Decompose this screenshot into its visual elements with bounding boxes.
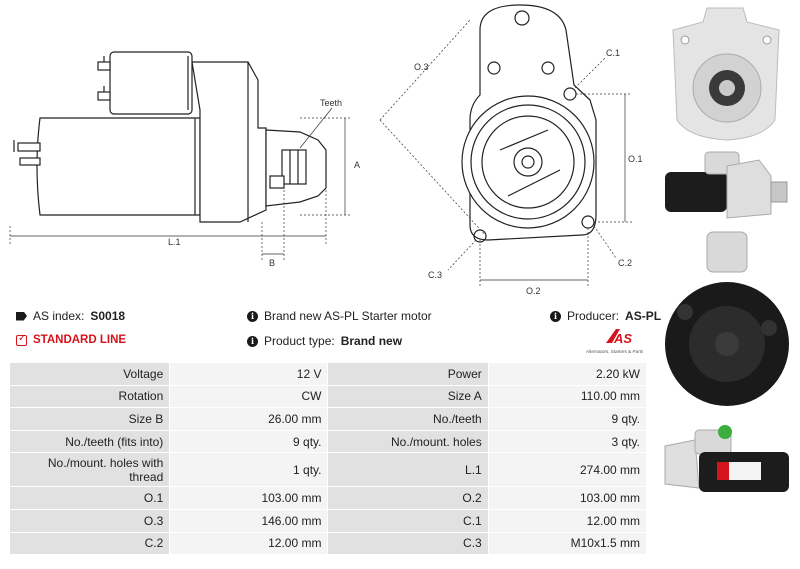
solenoid [110,52,192,114]
spec-label: Power [328,363,488,386]
technical-drawing [0,0,655,300]
producer-label: Producer: [567,309,620,323]
standard-line-label: STANDARD LINE [33,334,127,346]
logo-tagline: Alternators, Starters & Parts [586,349,644,354]
dim-label-teeth: Teeth [320,98,343,108]
info-icon: i [247,311,258,322]
spec-label: L.1 [328,453,488,487]
dim-label-o1: O.1 [628,154,643,164]
info-icon: i [247,336,258,347]
product-type-row [247,334,402,348]
spec-value: 2.20 kW [489,363,647,386]
spec-value: 103.00 mm [170,487,328,510]
spec-label: Voltage [10,363,170,386]
table-row [10,363,647,386]
spec-value: 12.00 mm [489,510,647,533]
spec-value: M10x1.5 mm [489,533,647,556]
spec-value: 274.00 mm [489,453,647,487]
as-index-value: S0018 [90,309,126,323]
as-index-label: AS index: [33,309,85,323]
spec-label: No./mount. holes with thread [10,453,170,487]
description-row [247,309,432,323]
spec-value: 12 V [170,363,328,386]
spec-value: 9 qty. [170,431,328,454]
logo-mark [586,327,652,355]
tag-icon [16,312,27,321]
spec-value: 103.00 mm [489,487,647,510]
terminal-bottom [20,158,40,165]
spec-value: 1 qty. [170,453,328,487]
table-row [10,487,647,510]
table-row [10,408,647,431]
spec-value: CW [170,386,328,409]
photo-side [665,152,787,218]
table-row [10,431,647,454]
spec-table [10,363,647,555]
photo-rear [665,232,789,406]
photo-front-flange [673,8,779,140]
dim-label-c3: C.3 [428,270,443,280]
motor-body [37,118,200,215]
terminal-top [18,143,40,151]
product-photos [655,0,800,569]
spec-label: O.3 [10,510,170,533]
table-row [10,386,647,409]
photo-side-label [665,425,789,492]
spec-value: 110.00 mm [489,386,647,409]
dim-label-o3: O.3 [414,62,429,72]
table-row [10,453,647,487]
producer-row [550,309,661,323]
spec-label: C.1 [328,510,488,533]
drive-housing [192,62,266,222]
dim-label-b: B [269,258,276,268]
side-view [14,52,326,222]
spec-label: Rotation [10,386,170,409]
spec-label: Size B [10,408,170,431]
checkbox-icon: ✓ [18,332,27,344]
table-row [10,533,647,556]
spec-value: 12.00 mm [170,533,328,556]
table-row [10,510,647,533]
dim-label-o2: O.2 [526,286,541,296]
spec-label: C.3 [328,533,488,556]
spec-label: O.2 [328,487,488,510]
spec-value: 3 qty. [489,431,647,454]
spec-label: O.1 [10,487,170,510]
logo-text: AS [614,331,633,346]
dim-label-a: A [354,160,361,170]
producer-value: AS-PL [625,309,662,323]
info-icon: i [550,311,561,322]
product-type-value: Brand new [340,334,403,348]
front-view [462,5,596,242]
standard-line-row [16,334,126,346]
spec-label: No./teeth [328,408,488,431]
dim-label-l1: L.1 [168,237,181,247]
product-type-label: Product type: [264,334,335,348]
spec-value: 9 qty. [489,408,647,431]
spec-label: No./teeth (fits into) [10,431,170,454]
dim-label-c1: C.1 [606,48,621,58]
spec-label: Size A [328,386,488,409]
as-pl-logo [586,327,652,355]
spec-label: No./mount. holes [328,431,488,454]
spec-value: 146.00 mm [170,510,328,533]
spec-value: 26.00 mm [170,408,328,431]
description-text: Brand new AS-PL Starter motor [264,309,432,323]
dim-label-c2: C.2 [618,258,633,268]
as-index-row [16,309,125,323]
spec-label: C.2 [10,533,170,556]
